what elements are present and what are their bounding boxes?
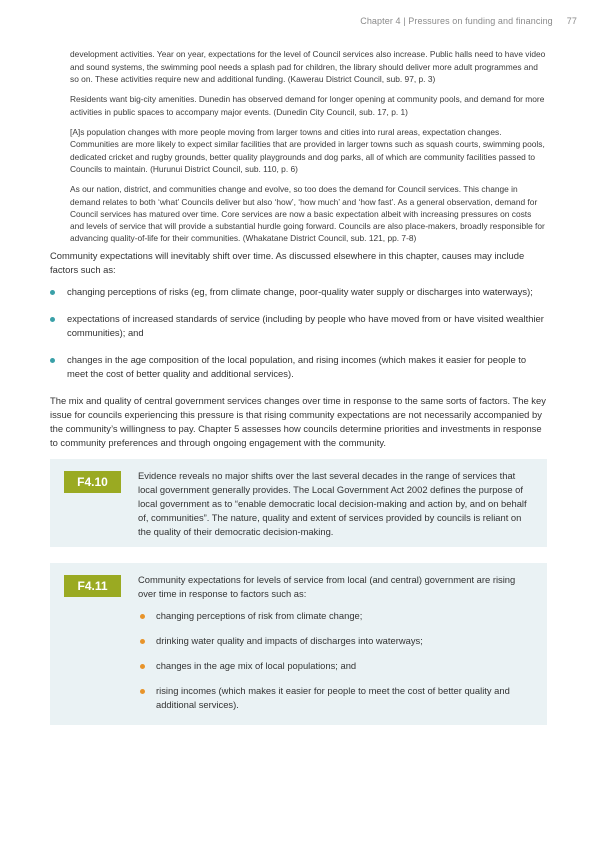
bullet-icon	[50, 358, 55, 363]
bullet-icon	[50, 317, 55, 322]
list-item: changes in the age mix of local populations; and	[138, 659, 529, 673]
mix-paragraph: The mix and quality of central government services changes over time in response to the same sorts of factors. The key issue for councils experiencing this pressure is that rising community expectations are not necessarily accompanied by the community’s willingness to pay. Chapter 5 assesses how councils determine priorities and investments in response to community preferences and through ongoing engagement with the community.	[50, 395, 546, 449]
quote-kawerau: development activities. Year on year, expectations for the level of Council services also increase. Public halls need to have video and sound systems, the swimming pool needs a splash pad for children, the library should deliver more adult programmes and so on. These activities require new and additional funding. (Kawerau District Council, sub. 97, p. 3)	[70, 49, 546, 84]
finding-box-f4-11	[50, 563, 547, 725]
quote-whakatane: As our nation, district, and communities change and evolve, so too does the demand for Council services. This change in demand relates to both ‘what’ Councils deliver but also ‘how’, ‘how much’ and ‘how fast’. As a general observation, demand for Council services has matured over time. Core services are now a basic expectation albeit with increasing pressures on costs and levels of service that will provide a substantial hurdle going forward. Councils are also place-makers, broadly responsible for advancing quality-of-life for their communities. (Whakatane District Council, sub. 121, pp. 7-8)	[70, 184, 545, 244]
list-item: rising incomes (which makes it easier for people to meet the cost of better quality and additional services).	[138, 684, 529, 712]
bullet-icon	[50, 290, 55, 295]
finding-intro: Community expectations for levels of service from local (and central) government are rising over time in response to factors such as:	[138, 574, 516, 600]
finding-text	[138, 573, 529, 723]
finding-badge: F4.10	[64, 471, 121, 493]
finding-badge: F4.11	[64, 575, 121, 597]
bullet-icon	[140, 664, 145, 669]
factor-list	[50, 285, 547, 381]
finding-factor-list	[138, 609, 529, 712]
finding-box-f4-10	[50, 459, 547, 547]
page-number: 77	[566, 16, 577, 26]
list-item: expectations of increased standards of service (including by people who have moved from or have visited wealthier communities); and	[50, 312, 547, 340]
submission-quotes	[50, 48, 547, 244]
finding-text: Evidence reveals no major shifts over the last several decades in the range of services that local government generally provides. The Local Government Act 2002 defines the purpose of local government as to “enable democratic local decision-making and action by, and on behalf of, communities”. The nature, quality and extent of services provided by councils is reliant on the quality of their democratic decision-making.	[138, 470, 527, 538]
chapter-title: Chapter 4 | Pressures on funding and financing	[360, 16, 553, 26]
intro-paragraph: Community expectations will inevitably shift over time. As discussed elsewhere in this chapter, causes may include factors such as:	[50, 250, 525, 276]
list-item: changes in the age composition of the local population, and rising incomes (which makes it easier for people to meet the cost of better quality and additional services).	[50, 353, 547, 381]
quote-hurunui: [A]s population changes with more people moving from larger towns and cities into rural areas, expectation changes. Communities are more likely to expect similar facilities that are provided in larger towns such as squash courts, swimming pools, dedicated cricket and rugby grounds, better quality playgrounds and dog parks, all of which are community facilities passed to Councils to maintain. (Hurunui District Council, sub. 110, p. 6)	[70, 127, 545, 174]
page-content	[50, 40, 547, 725]
quote-dunedin: Residents want big-city amenities. Dunedin has observed demand for longer opening at community pools, and demand for more activities in public spaces to accompany major events. (Dunedin City Council, sub. 17, p. 1)	[70, 94, 545, 117]
bullet-icon	[140, 639, 145, 644]
list-item: changing perceptions of risk from climate change;	[138, 609, 529, 623]
list-item: changing perceptions of risks (eg, from climate change, poor-quality water supply or discharges into waterways);	[50, 285, 547, 299]
list-item: drinking water quality and impacts of discharges into waterways;	[138, 634, 529, 648]
bullet-icon	[140, 614, 145, 619]
page-header	[360, 16, 577, 26]
bullet-icon	[140, 689, 145, 694]
